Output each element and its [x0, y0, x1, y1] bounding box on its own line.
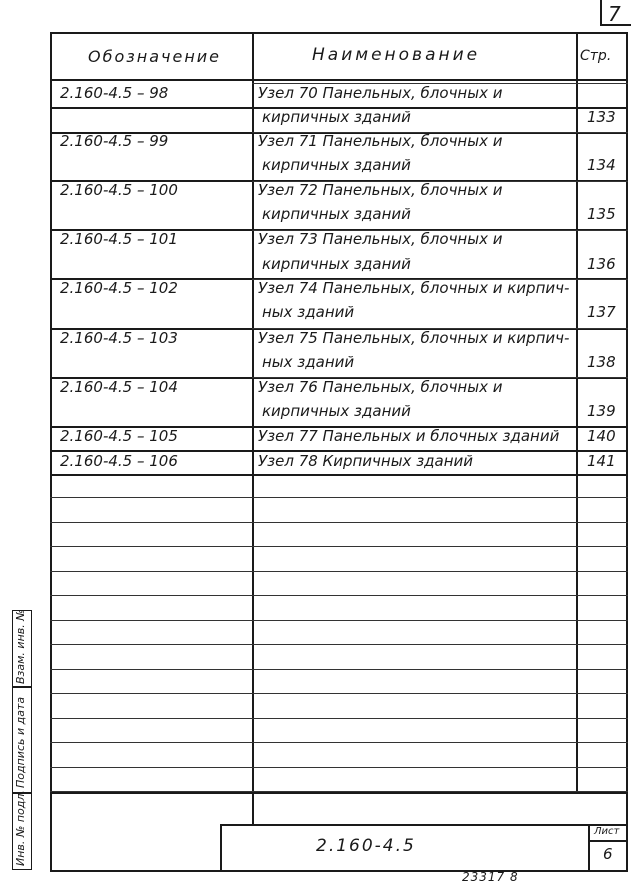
row-page: 139 [587, 402, 616, 420]
sheet-number: 7 [608, 2, 621, 26]
corner-line [600, 0, 602, 26]
row-divider [50, 474, 628, 476]
side-label-signature: Подпись и дата [14, 696, 27, 788]
row-name-cont: кирпичных зданий [262, 108, 411, 126]
row-name: Узел 73 Панельных, блочных и [258, 230, 503, 248]
row-name-cont: кирпичных зданий [262, 156, 411, 174]
row-designation: 2.160-4.5 – 105 [60, 427, 178, 445]
row-name: Узел 75 Панельных, блочных и кирпич- [258, 329, 570, 347]
row-designation: 2.160-4.5 – 106 [60, 452, 178, 470]
empty-row-divider [50, 693, 628, 694]
column-divider [252, 32, 254, 824]
row-name-cont: ных зданий [262, 353, 355, 371]
row-designation: 2.160-4.5 – 100 [60, 181, 178, 199]
row-name-cont: кирпичных зданий [262, 205, 411, 223]
column-divider [576, 32, 578, 792]
header-designation: Обозначение [88, 47, 222, 66]
empty-row-divider [50, 742, 628, 743]
empty-row-divider [50, 620, 628, 621]
empty-row-divider [50, 644, 628, 645]
row-name: Узел 72 Панельных, блочных и [258, 181, 503, 199]
empty-row-divider [50, 669, 628, 670]
row-page: 137 [587, 303, 616, 321]
header-page: Стр. [580, 48, 612, 64]
row-name: Узел 77 Панельных и блочных зданий [258, 427, 560, 445]
empty-row-divider [50, 497, 628, 498]
row-page: 140 [587, 427, 616, 445]
empty-row-divider [50, 767, 628, 768]
sheet-value: 6 [603, 845, 613, 863]
empty-row-divider [50, 571, 628, 572]
row-designation: 2.160-4.5 – 103 [60, 329, 178, 347]
row-name-cont: кирпичных зданий [262, 255, 411, 273]
row-page: 138 [587, 353, 616, 371]
row-name: Узел 76 Панельных, блочных и [258, 378, 503, 396]
empty-row-divider [50, 595, 628, 596]
side-label-inv: Инв. № подл. [14, 790, 27, 866]
stamp-divider [50, 792, 628, 794]
side-label-replace: Взам. инв. № [14, 609, 27, 684]
row-designation: 2.160-4.5 – 98 [60, 84, 169, 102]
row-designation: 2.160-4.5 – 101 [60, 230, 178, 248]
row-page: 133 [587, 108, 616, 126]
row-designation: 2.160-4.5 – 104 [60, 378, 178, 396]
row-designation: 2.160-4.5 – 99 [60, 132, 169, 150]
row-designation: 2.160-4.5 – 102 [60, 279, 178, 297]
side-divider [12, 686, 32, 688]
footer-number: 23317 8 [462, 870, 519, 884]
sheet-label: Лист [594, 826, 620, 837]
stamp-divider [588, 824, 590, 872]
row-name: Узел 78 Кирпичных зданий [258, 452, 474, 470]
row-page: 135 [587, 205, 616, 223]
row-page: 136 [587, 255, 616, 273]
row-name-cont: кирпичных зданий [262, 402, 411, 420]
row-page: 134 [587, 156, 616, 174]
stamp-divider [588, 840, 628, 842]
title-block [220, 824, 628, 872]
header-divider [50, 79, 628, 81]
empty-row-divider [50, 718, 628, 719]
header-name: Наименование [312, 45, 481, 65]
empty-row-divider [50, 522, 628, 523]
empty-row-divider [50, 546, 628, 547]
document-code: 2.160-4.5 [316, 836, 416, 856]
row-name-cont: ных зданий [262, 303, 355, 321]
row-name: Узел 71 Панельных, блочных и [258, 132, 503, 150]
row-name: Узел 70 Панельных, блочных и [258, 84, 503, 102]
row-page: 141 [587, 452, 616, 470]
row-name: Узел 74 Панельных, блочных и кирпич- [258, 279, 570, 297]
